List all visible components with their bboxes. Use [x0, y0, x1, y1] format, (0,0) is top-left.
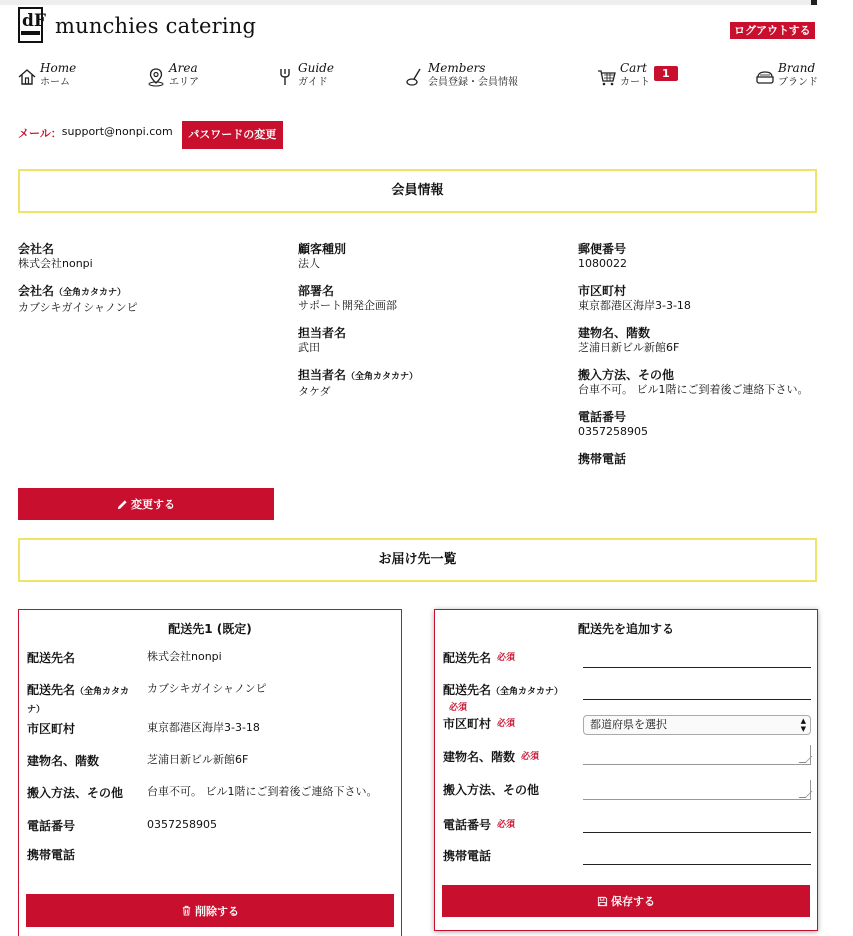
info-delivery-method: 搬入方法、その他 台車不可。 ビル1階にご到着後ご連絡下さい。 — [578, 368, 809, 396]
add-row-name: 配送先名 $^{必須}$ — [443, 651, 516, 665]
prefecture-select[interactable]: 都道府県を選択 ▲ ▼ — [583, 715, 811, 735]
add-row-phone: 電話番号 $^{必須}$ — [443, 818, 516, 832]
main-nav — [0, 61, 853, 93]
top-bar — [0, 0, 817, 5]
select-arrows-icon: ▲ ▼ — [800, 717, 806, 733]
add-row-method: 搬入方法、その他 — [443, 783, 540, 797]
nav-item-members[interactable]: Members 会員登録・会員情報 — [405, 61, 518, 89]
edit-member-button[interactable]: 変更する — [18, 488, 274, 520]
member-info-col-3 — [578, 241, 838, 479]
required-badge: 必須 — [449, 703, 468, 713]
delivery-list-heading: お届け先一覧 — [18, 538, 817, 582]
building-textarea[interactable] — [583, 745, 811, 765]
nav-item-guide[interactable]: Guide ガイド — [275, 61, 334, 89]
delivery-address-card — [18, 609, 402, 936]
logo-text: munchies catering — [55, 14, 257, 38]
info-postal-code: 郵便番号 1080022 — [578, 242, 627, 270]
add-row-building: 建物名、階数 $^{必須}$ — [443, 750, 540, 764]
mobile-input[interactable] — [583, 847, 811, 865]
nav-item-cart[interactable]: Cart カート 1 — [597, 61, 678, 89]
delivery-name-input[interactable] — [583, 650, 811, 668]
info-company-kana: 会社名（全角カタカナ） カブシキガイシャノンピ — [18, 284, 138, 314]
add-row-kana: 配送先名（全角カタカナ） $^{必須}$ — [443, 683, 564, 713]
change-password-button[interactable]: パスワードの変更 — [182, 121, 283, 149]
info-contact-kana: 担当者名（全角カタカナ） タケダ — [298, 368, 419, 398]
add-card-title: 配送先を追加する — [577, 622, 674, 636]
delivery-row-method: 搬入方法、その他 台車不可。 ビル1階にご到着後ご連絡下さい。 — [27, 785, 378, 800]
delivery-row-phone: 電話番号 0357258905 — [27, 818, 217, 833]
cart-icon — [597, 67, 617, 87]
add-row-city: 市区町村 $^{必須}$ — [443, 717, 516, 731]
info-city: 市区町村 東京都港区海岸3-3-18 — [578, 284, 691, 312]
info-contact: 担当者名 武田 — [298, 326, 347, 354]
phone-input[interactable] — [583, 815, 811, 833]
info-phone: 電話番号 0357258905 — [578, 410, 648, 438]
pencil-icon — [117, 499, 128, 510]
info-building: 建物名、階数 芝浦日新ビル新館6F — [578, 326, 680, 354]
member-info-col-2 — [298, 241, 558, 411]
home-icon — [17, 67, 37, 87]
required-badge: 必須 — [497, 820, 516, 830]
save-address-button[interactable]: 保存する — [442, 885, 810, 917]
info-mobile: 携帯電話 — [578, 452, 627, 466]
ladle-icon — [405, 67, 425, 87]
nav-item-area[interactable]: Area エリア — [146, 61, 199, 89]
required-badge: 必須 — [497, 719, 516, 729]
required-badge: 必須 — [497, 653, 516, 663]
delivery-method-textarea[interactable] — [583, 780, 811, 800]
add-row-mobile: 携帯電話 — [443, 849, 492, 863]
cart-count-badge: 1 — [654, 66, 678, 81]
nav-item-brand[interactable]: Brand ブランド — [755, 61, 818, 89]
mail-label: メール： — [18, 127, 62, 140]
delivery-row-building: 建物名、階数 芝浦日新ビル新館6F — [27, 753, 249, 768]
delivery-row-name: 配送先名 株式会社nonpi — [27, 650, 222, 665]
delivery-row-kana: 配送先名（全角カタカナ） カブシキガイシャノンピ — [27, 682, 267, 715]
save-icon — [597, 896, 608, 907]
mail-value: support@nonpi.com — [61, 125, 173, 138]
required-badge: 必須 — [521, 752, 540, 762]
delivery-row-mobile: 携帯電話 — [27, 848, 76, 862]
trash-icon — [181, 905, 192, 916]
logo-mark: dF — [18, 7, 43, 43]
add-address-card — [434, 609, 818, 931]
map-pin-icon — [146, 67, 166, 87]
bento-icon — [755, 67, 775, 87]
nav-item-home[interactable]: Home ホーム — [17, 61, 76, 89]
info-customer-type: 顧客種別 法人 — [298, 242, 347, 270]
delete-address-button[interactable]: 削除する — [26, 894, 394, 927]
account-mail-row — [18, 121, 283, 149]
info-department: 部署名 サポート開発企画部 — [298, 284, 397, 312]
delivery-card-title: 配送先1 (既定) — [168, 622, 252, 636]
member-info-col-1 — [18, 241, 278, 327]
delivery-row-city: 市区町村 東京都港区海岸3-3-18 — [27, 721, 260, 736]
fork-icon — [275, 67, 295, 87]
delivery-kana-input[interactable] — [583, 682, 811, 700]
logout-button[interactable]: ログアウトする — [730, 22, 815, 39]
logo[interactable] — [18, 7, 256, 43]
info-company: 会社名 株式会社nonpi — [18, 242, 93, 270]
member-info-heading: 会員情報 — [18, 169, 817, 213]
